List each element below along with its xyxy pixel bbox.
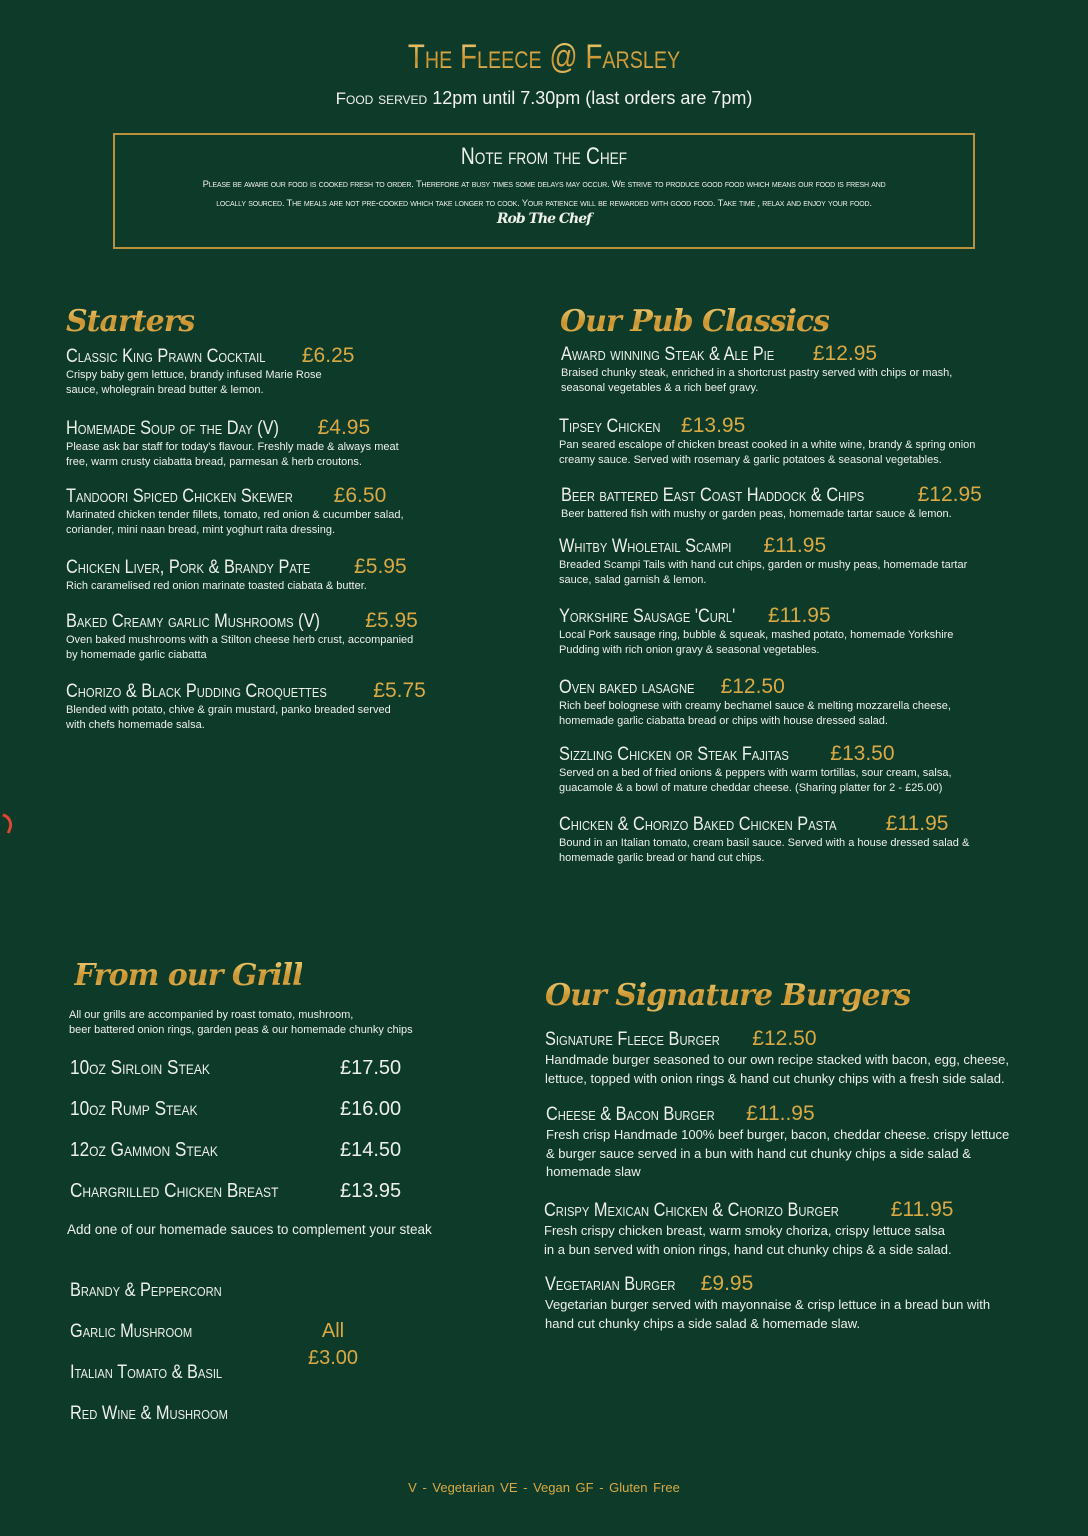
item-desc: Rich beef bolognese with creamy bechamel sauce & melting mozzarella cheese,	[559, 700, 951, 712]
chef-note-title: Note from the Chef	[460, 143, 628, 170]
item-desc: Please ask bar staff for today's flavour. Freshly made & always meat	[66, 441, 399, 453]
grill-intro	[69, 1008, 413, 1037]
item-desc: Blended with potato, chive & grain mustard, panko breaded served	[66, 704, 391, 716]
grill-item-price: £17.50	[340, 1057, 402, 1079]
item-desc: Breaded Scampi Tails with hand cut chips, garden or mushy peas, homemade tartar	[559, 559, 968, 571]
item-desc: Vegetarian burger served with mayonnaise & crisp lettuce in a bread bun with	[545, 1297, 991, 1312]
item-name: Yorkshire Sausage 'Curl'	[559, 606, 736, 627]
grill-intro-line: beer battered onion rings, garden peas & our homemade chunky chips	[69, 1023, 413, 1036]
grill-item	[70, 1139, 410, 1162]
sauce-price-value: £3.00	[307, 1347, 359, 1369]
serving-hours-text: 12pm until 7.30pm (last orders are 7pm)	[432, 88, 753, 108]
item-desc: hand cut chunky chips a side salad & homemade slaw.	[545, 1315, 861, 1331]
menu-item	[559, 414, 975, 467]
item-name: Whitby Wholetail Scampi	[559, 536, 732, 557]
item-desc: Crispy baby gem lettuce, brandy infused Marie Rose	[66, 369, 322, 381]
item-price: £13.95	[681, 414, 746, 437]
grill-item-name: 10oz Rump Steak	[70, 1098, 198, 1120]
item-desc: seasonal vegetables & a rich beef gravy.	[561, 381, 759, 394]
grill-item-price: £14.50	[340, 1139, 402, 1161]
decorative-mark	[0, 813, 16, 833]
sauce-intro: Add one of our homemade sauces to complement your steak	[67, 1222, 432, 1237]
grill-item-price: £16.00	[340, 1098, 402, 1120]
item-name: Award winning Steak & Ale Pie	[561, 344, 775, 365]
item-price: £11.95	[885, 812, 949, 835]
menu-item	[559, 742, 952, 795]
item-desc: Pudding with rich onion gravy & seasonal vegetables.	[559, 643, 820, 656]
item-desc: Braised chunky steak, enriched in a shortcrust pastry served with chips or mash,	[561, 367, 953, 379]
item-price: £11.95	[767, 604, 831, 627]
restaurant-title: The Fleece @ Farsley	[98, 38, 990, 77]
item-price: £6.25	[301, 344, 355, 367]
item-desc: Beer battered fish with mushy or garden peas, homemade tartar sauce & lemon.	[561, 508, 952, 520]
item-desc: Fresh crisp Handmade 100% beef burger, bacon, cheddar cheese. crispy lettuce	[546, 1127, 1010, 1142]
menu-item	[66, 484, 404, 537]
item-desc: creamy sauce. Served with rosemary & garlic potatoes & seasonal vegetables.	[559, 453, 942, 466]
item-name: Chicken & Chorizo Baked Chicken Pasta	[559, 814, 837, 835]
item-price: £5.95	[365, 609, 418, 632]
item-name: Tipsey Chicken	[559, 416, 661, 437]
section-title-starters: Starters	[66, 304, 195, 339]
menu-item	[561, 483, 982, 522]
item-name: Oven baked lasagne	[559, 677, 695, 698]
item-price: £11.95	[763, 534, 827, 557]
item-price: £5.95	[354, 555, 407, 578]
item-desc: Fresh crispy chicken breast, warm smoky choriza, crispy lettuce salsa	[544, 1223, 945, 1238]
item-name: Tandoori Spiced Chicken Skewer	[66, 486, 293, 507]
item-desc: by homemade garlic ciabatta	[66, 648, 207, 661]
item-price: £9.95	[700, 1272, 754, 1295]
item-name: Chicken Liver, Pork & Brandy Pate	[66, 557, 311, 578]
grill-item-name: Chargrilled Chicken Breast	[70, 1180, 279, 1202]
item-desc: homemade garlic bread or hand cut chips.	[559, 851, 765, 864]
item-desc: coriander, mini naan bread, mint yoghurt raita dressing.	[66, 523, 336, 536]
grill-item-name: 12oz Gammon Steak	[70, 1139, 218, 1161]
burger-item	[545, 1027, 1009, 1088]
grill-item	[70, 1180, 410, 1203]
item-name: Signature Fleece Burger	[545, 1029, 720, 1050]
item-price: £11..95	[746, 1102, 815, 1125]
item-desc: & burger sauce served in a bun with hand cut chunky chips a side salad &	[546, 1145, 971, 1161]
sauce-item: Brandy & Peppercorn	[70, 1280, 222, 1301]
item-name: Sizzling Chicken or Steak Fajitas	[559, 744, 789, 765]
sauce-item: Garlic Mushroom	[70, 1321, 193, 1342]
serving-hours-lead: Food served	[335, 89, 428, 108]
item-price: £5.75	[373, 679, 426, 702]
menu-item	[66, 555, 407, 594]
item-name: Baked Creamy garlic Mushrooms (V)	[66, 611, 320, 632]
item-name: Cheese & Bacon Burger	[546, 1104, 715, 1125]
item-desc: homemade garlic ciabatta bread or chips with house dressed salad.	[559, 714, 888, 727]
menu-item	[66, 416, 399, 469]
item-name: Crispy Mexican Chicken & Chorizo Burger	[544, 1200, 839, 1221]
sauce-price	[300, 1318, 366, 1372]
item-price: £12.50	[752, 1027, 817, 1050]
grill-item	[70, 1098, 410, 1121]
burger-item	[545, 1272, 990, 1333]
item-price: £13.50	[830, 742, 895, 765]
menu-item	[66, 344, 354, 397]
item-price: £12.95	[812, 342, 878, 365]
item-price: £4.95	[317, 416, 371, 439]
item-desc: guacamole & a bowl of mature cheddar cheese. (Sharing platter for 2 - £25.00)	[559, 781, 943, 794]
dietary-legend: V - Vegetarian VE - Vegan GF - Gluten Free	[408, 1480, 680, 1495]
chef-note-box	[113, 133, 975, 249]
item-desc: free, warm crusty ciabatta bread, parmesan & herb croutons.	[66, 455, 362, 468]
item-price: £11.95	[890, 1198, 954, 1221]
burger-item	[544, 1198, 953, 1259]
serving-hours	[0, 88, 1088, 109]
item-price: £12.95	[917, 483, 982, 506]
item-desc: Oven baked mushrooms with a Stilton cheese herb crust, accompanied	[66, 634, 414, 646]
item-desc: with chefs homemade salsa.	[66, 718, 205, 731]
grill-intro-line: All our grills are accompanied by roast tomato, mushroom,	[69, 1009, 354, 1021]
item-desc: sauce, wholegrain bread butter & lemon.	[66, 383, 264, 396]
item-name: Vegetarian Burger	[545, 1274, 676, 1295]
item-desc: sauce, salad garnish & lemon.	[559, 573, 707, 586]
item-desc: Bound in an Italian tomato, cream basil sauce. Served with a house dressed salad &	[559, 837, 970, 849]
menu-item	[559, 604, 953, 657]
menu-item	[559, 675, 951, 728]
menu-item	[559, 534, 967, 587]
item-desc: lettuce, topped with onion rings & hand cut chunky chips with a fresh side salad.	[545, 1070, 1005, 1086]
item-desc: Marinated chicken tender fillets, tomato, red onion & cucumber salad,	[66, 509, 404, 521]
item-name: Homemade Soup of the Day (V)	[66, 418, 279, 439]
item-desc: Served on a bed of fried onions & peppers with warm tortillas, sour cream, salsa,	[559, 767, 952, 779]
item-name: Beer battered East Coast Haddock & Chips	[561, 485, 865, 506]
sauce-price-label: All	[321, 1320, 345, 1342]
sauce-item: Red Wine & Mushroom	[70, 1403, 228, 1424]
item-desc: Local Pork sausage ring, bubble & squeak, mashed potato, homemade Yorkshire	[559, 629, 954, 641]
menu-item	[561, 342, 952, 395]
menu-item	[66, 609, 418, 662]
item-price: £6.50	[333, 484, 387, 507]
section-title-burgers: Our Signature Burgers	[545, 978, 911, 1013]
menu-item	[559, 812, 969, 865]
grill-item	[70, 1057, 410, 1080]
item-price: £12.50	[720, 675, 785, 698]
item-desc: Pan seared escalope of chicken breast cooked in a white wine, brandy & spring onion	[559, 439, 976, 451]
item-name: Chorizo & Black Pudding Croquettes	[66, 681, 327, 702]
chef-note-line: Please be aware our food is cooked fresh to order. Therefore at busy times some delays may occur. We strive to produce good food which means our food is fresh and	[202, 179, 886, 190]
section-title-pub-classics: Our Pub Classics	[560, 304, 830, 339]
chef-note-body	[115, 175, 973, 213]
item-desc: homemade slaw	[546, 1164, 641, 1179]
chef-note-line: locally sourced. The meals are not pre-cooked which take longer to cook. Your patience will be rewarded with good food. Take time , relax and enjoy your food.	[216, 198, 872, 209]
item-desc: Handmade burger seasoned to our own recipe stacked with bacon, egg, cheese,	[545, 1052, 1009, 1067]
burger-item	[546, 1102, 1009, 1182]
item-desc: Rich caramelised red onion marinate toasted ciabata & butter.	[66, 580, 367, 592]
item-name: Classic King Prawn Cocktail	[66, 346, 266, 367]
grill-item-price: £13.95	[340, 1180, 402, 1202]
sauce-item: Italian Tomato & Basil	[70, 1362, 223, 1383]
section-title-grill: From our Grill	[74, 958, 303, 993]
item-desc: in a bun served with onion rings, hand cut chunky chips & a side salad.	[544, 1241, 952, 1257]
menu-item	[66, 679, 426, 732]
chef-signature: Rob The Chef	[496, 211, 592, 227]
grill-item-name: 10oz Sirloin Steak	[70, 1057, 210, 1079]
